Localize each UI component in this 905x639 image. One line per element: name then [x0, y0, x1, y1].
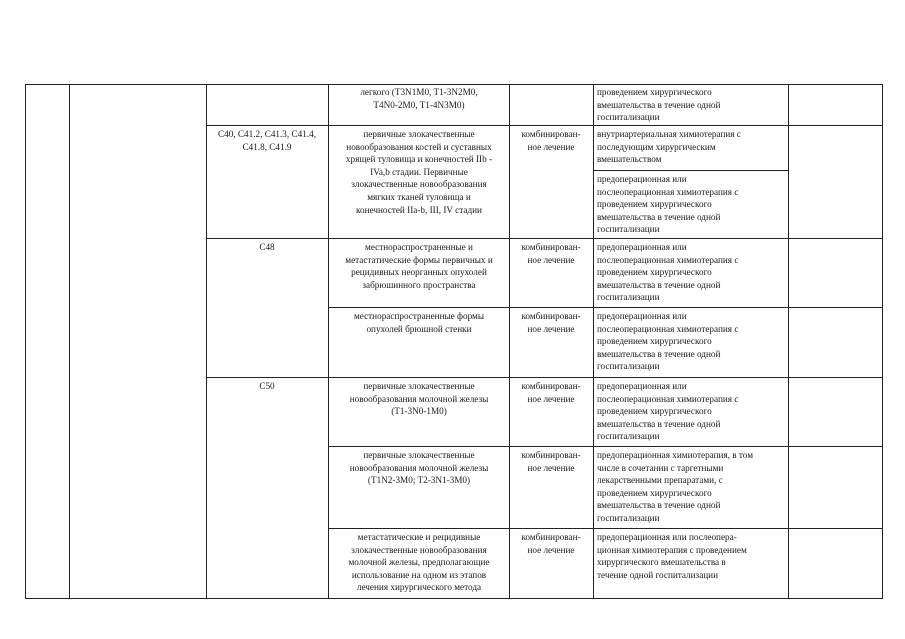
- method-cell: предоперационная или послеоперационная химиотерапия с проведением хирургического вмешательства в течение одной госпитализации: [597, 311, 739, 372]
- row-line: [328, 446, 882, 447]
- table-bottom-border: [25, 598, 882, 599]
- row-line: [206, 238, 882, 239]
- diagnosis-cell: первичные злокачественные новообразования костей и суставных хрящей туловища и конечностей IIb - IVa,b стадии. Первичные злокачественные новообразования мягких тканей туловища и конечностей IIa-b, III, IV стадии: [345, 129, 493, 215]
- diagnosis-cell: первичные злокачественные новообразования молочной железы (T1N2-3M0; T2-3N1-3M0): [349, 450, 489, 486]
- method-cell: предоперационная химиотерапия, в том числе в сочетании с таргетными лекарственными препаратами, с проведением хирургического вмешательства в течение одной госпитализации: [597, 450, 754, 523]
- col-line: [593, 84, 594, 599]
- diagnosis-cell: метастатические и рецидивные злокачественные новообразования молочной железы, предполагающие использование на одном из этапов лечения хирургического метода: [348, 532, 490, 593]
- method-cell: внутриартериальная химиотерапия с последующим хирургическим вмешательством: [597, 129, 741, 165]
- code-cell: C48: [259, 242, 275, 252]
- method-cell: предоперационная или послеоперационная химиотерапия с проведением хирургического вмешательства в течение одной госпитализации: [597, 381, 739, 442]
- table-top-border: [25, 84, 882, 85]
- code-cell: C40, C41.2, C41.3, C41.4, C41.8, C41.9: [217, 129, 316, 152]
- code-cell: C50: [259, 381, 275, 391]
- col-line: [69, 84, 70, 599]
- diagnosis-cell: легкого (T3N1M0, T1-3N2M0, T4N0-2M0, T1-4N3M0): [360, 87, 478, 110]
- col-line: [206, 84, 207, 599]
- diagnosis-cell: местнораспространенные и метастатические формы первичных и рецидивных неорганных опухолей забрюшинного пространства: [345, 242, 493, 290]
- treatment-cell: комбинирован- ное лечение: [521, 311, 581, 334]
- col-line: [788, 84, 789, 599]
- treatment-cell: комбинирован- ное лечение: [521, 381, 581, 404]
- method-cell: проведением хирургического вмешательства в течение одной госпитализации: [597, 87, 721, 123]
- diagnosis-cell: первичные злокачественные новообразования молочной железы (T1-3N0-1M0): [349, 381, 489, 417]
- treatment-cell: комбинирован- ное лечение: [521, 242, 581, 265]
- row-line: [328, 528, 882, 529]
- treatment-cell: комбинирован- ное лечение: [521, 129, 581, 152]
- treatment-cell: комбинирован- ное лечение: [521, 450, 581, 473]
- col-line: [328, 84, 329, 599]
- method-cell: предоперационная или послеопера- ционная химиотерапия с проведением хирургического вмешательства в течение одной госпитализации: [597, 532, 747, 580]
- row-line: [206, 377, 882, 378]
- col-line: [25, 84, 26, 599]
- treatment-cell: комбинирован- ное лечение: [521, 532, 581, 555]
- diagnosis-cell: местнораспространенные формы опухолей брюшной стенки: [353, 311, 485, 334]
- method-cell: предоперационная или послеоперационная химиотерапия с проведением хирургического вмешательства в течение одной госпитализации: [597, 242, 739, 303]
- col-line: [882, 84, 883, 599]
- col-line: [509, 84, 510, 599]
- row-line: [593, 170, 788, 171]
- row-line: [206, 125, 882, 126]
- row-line: [328, 307, 882, 308]
- method-cell: предоперационная или послеоперационная химиотерапия с проведением хирургического вмешательства в течение одной госпитализации: [597, 174, 739, 235]
